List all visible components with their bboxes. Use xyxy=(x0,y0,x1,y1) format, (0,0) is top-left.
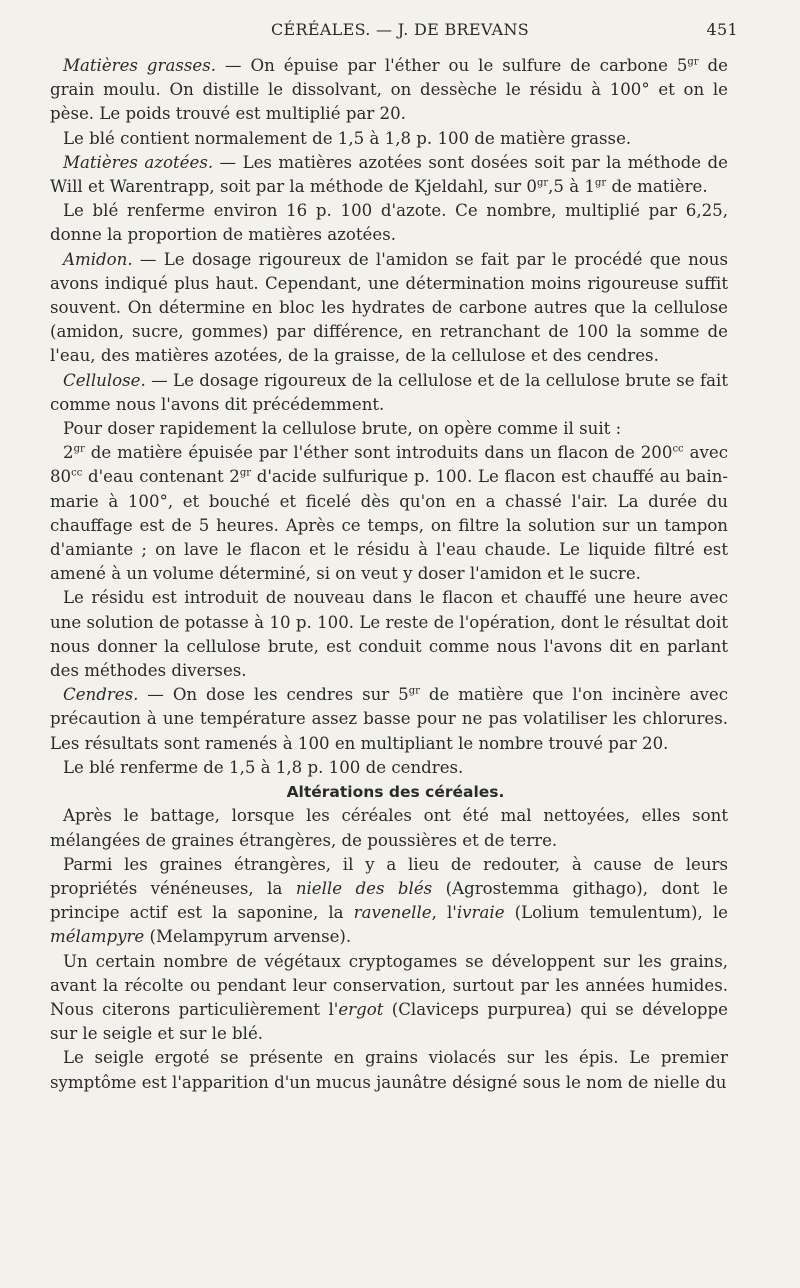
text-run: — Le dosage rigoureux de l'amidon se fait par le procédé que nous avons indiqué plus haut. Cependant, une détermination moins rigoureuse suffit souvent. On détermine en bloc les hydrates de carbone autres que la cellulose (amidon, sucre, gommes) par différence, en retranchant de 100 la somme de l'eau, des matières azotées, de la graisse, de la cellulose et des cendres. xyxy=(50,249,728,366)
unit-superscript: cc xyxy=(71,467,83,479)
section-label: Matières azotées. xyxy=(63,152,214,172)
text-run: de matière. xyxy=(606,177,708,197)
section-label: Amidon. xyxy=(63,249,133,269)
section-label: Cellulose. xyxy=(63,370,146,390)
text-run: d'acide sulfurique p. 100. Le flacon est chauffé au bain-marie à 100°, et bouché et ficelé dès qu'on en a chassé l'air. La durée du chauffage est de 5 heures. Après ce temps, on filtre la solution sur un tampon d'amiante ; on lave le flacon et le résidu à l'eau chaude. Le liquide filtré est amené à un volume déterminé, si on veut y doser l'amidon et le sucre. xyxy=(50,467,728,584)
text-run: de grain moulu. On distille le dissolvant, on dessèche le résidu à 100° et on le pèse. Le poids trouvé est multiplié par 20. xyxy=(50,56,728,124)
section-heading: Altérations des céréales. xyxy=(286,783,505,802)
paragraph-battage: Après le battage, lorsque les céréales ont été mal nettoyées, elles sont mélangées de graines étrangères, de poussières et de terre. xyxy=(50,806,728,850)
running-header xyxy=(62,20,738,44)
paragraph-residu: Le résidu est introduit de nouveau dans le flacon et chauffé une heure avec une solution de potasse à 10 p. 100. Le reste de l'opération, dont le résultat doit nous donner la cellulose brute, est conduit comme nous l'avons dit en parlant des méthodes diverses. xyxy=(50,588,728,681)
text-run: Un certain nombre de végétaux cryptogames se développent sur les grains, avant la récolte ou pendant leur conservation, surtout par les années humides. Nous citerons particulièrement l' xyxy=(50,951,728,1019)
paragraph-matieres-azotees xyxy=(50,151,728,199)
text-run: , l' xyxy=(431,903,457,923)
paragraph-seigle-ergote: Le seigle ergoté se présente en grains violacés sur les épis. Le premier symptôme est l'apparition d'un mucus jaunâtre désigné sous le nom de nielle du xyxy=(50,1048,728,1092)
paragraph-azote-content: Le blé renferme environ 16 p. 100 d'azote. Ce nombre, multiplié par 6,25, donne la proportion de matières azotées. xyxy=(50,201,728,245)
unit-superscript: gr xyxy=(408,685,420,697)
text-run: (Lolium temulentum), le xyxy=(504,903,729,923)
paragraph-cendres xyxy=(50,683,728,756)
unit-superscript: gr xyxy=(594,177,607,189)
text-run: (Agrostemma githago), dont le principe actif est la saponine, la xyxy=(50,878,728,923)
paragraph-amidon xyxy=(50,248,728,369)
text-run: ,5 à 1 xyxy=(548,177,595,197)
unit-superscript: gr xyxy=(73,443,85,455)
text-body xyxy=(50,54,728,1095)
text-run: de matière que l'on incinère avec précaution à une température assez basse pour ne pas volatiliser les chlorures. Les résultats sont ramenés à 100 en multipliant le nombre trouvé par 20. xyxy=(50,685,728,753)
text-run: — Les matières azotées sont dosées soit par la méthode de Will et Warentrapp, soit par la méthode de Kjeldahl, sur 0 xyxy=(50,152,728,197)
italic-term: ergot xyxy=(338,999,384,1019)
unit-superscript: gr xyxy=(687,56,699,68)
paragraph-grasse-content: Le blé contient normalement de 1,5 à 1,8 p. 100 de matière grasse. xyxy=(63,128,632,148)
text-run: — Le dosage rigoureux de la cellulose et de la cellulose brute se fait comme nous l'avons dit précédemment. xyxy=(50,370,728,414)
text-run: avec 80 xyxy=(50,443,729,487)
paragraph-cellulose-brute-intro: Pour doser rapidement la cellulose brute, on opère comme il suit : xyxy=(63,419,622,439)
paragraph-cendres-content: Le blé renferme de 1,5 à 1,8 p. 100 de cendres. xyxy=(63,757,464,777)
section-label: Cendres. xyxy=(63,685,139,705)
paragraph-matieres-grasses xyxy=(50,54,728,127)
italic-term: ivraie xyxy=(456,903,505,923)
text-run: 2 xyxy=(63,443,74,463)
section-label: Matières grasses. xyxy=(63,56,216,75)
text-run: Parmi les graines étrangères, il y a lieu de redouter, à cause de leurs propriétés vénéneuses, la xyxy=(50,854,728,898)
unit-superscript: gr xyxy=(239,467,252,479)
text-run: d'eau contenant 2 xyxy=(82,467,240,487)
text-run: (Melampyrum arvense). xyxy=(144,927,352,947)
paragraph-graines-etrangeres xyxy=(50,853,728,950)
unit-superscript: gr xyxy=(536,177,549,189)
paragraph-cellulose-procedure xyxy=(50,441,728,586)
paragraph-cellulose xyxy=(50,369,728,417)
text-run: — On épuise par l'éther ou le sulfure de carbone 5 xyxy=(215,56,688,75)
italic-term: ravenelle xyxy=(353,903,432,923)
paragraph-cryptogames xyxy=(50,950,728,1047)
text-run: de matière épuisée par l'éther sont introduits dans un flacon de 200 xyxy=(84,443,673,463)
running-title: CÉRÉALES. — J. DE BREVANS xyxy=(270,20,530,39)
text-run: — On dose les cendres sur 5 xyxy=(138,685,409,705)
unit-superscript: cc xyxy=(672,443,684,455)
italic-term: mélampyre xyxy=(50,927,145,947)
italic-term: nielle des blés xyxy=(295,878,433,898)
text-run: (Claviceps purpurea) qui se développe sur le seigle et sur le blé. xyxy=(50,999,728,1044)
page-number: 451 xyxy=(706,20,738,39)
